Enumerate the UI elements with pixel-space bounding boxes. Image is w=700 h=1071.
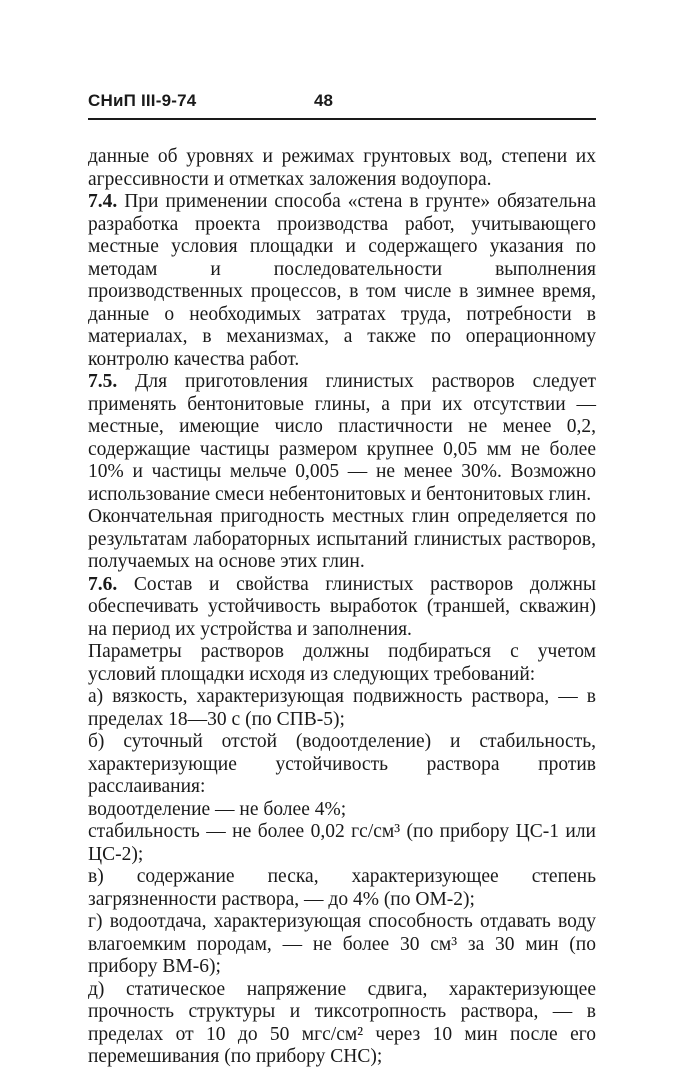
list-item-g: г) водоотдача, характеризующая способность отдавать воду влагоемким породам, — не более 30 см³ за 30 мин (по прибору ВМ-6); bbox=[88, 911, 596, 977]
document-code: СНиП III-9-74 bbox=[88, 91, 197, 110]
clause-number: 7.4. bbox=[88, 191, 118, 212]
clause-number: 7.5. bbox=[88, 371, 118, 392]
paragraph: Параметры растворов должны подбираться с учетом условий площадки исходя из следующих требований: bbox=[88, 641, 596, 685]
list-item-b: б) суточный отстой (водоотделение) и стабильность, характеризующие устойчивость раствора против расслаивания: bbox=[88, 731, 596, 797]
list-item-v: в) содержание песка, характеризующее степень загрязненности раствора, — до 4% (по ОМ-2); bbox=[88, 866, 596, 910]
clause-7-4 bbox=[88, 191, 596, 371]
list-item-d: д) статическое напряжение сдвига, характеризующее прочность структуры и тиксотропность раствора, — в пределах от 10 до 50 мгс/см² через 10 мин после его перемешивания (по прибору СНС); bbox=[88, 978, 596, 1067]
page-header bbox=[88, 91, 596, 117]
paragraph-continuation: данные об уровнях и режимах грунтовых вод, степени их агрессивности и отметках заложения водоупора. bbox=[88, 146, 596, 190]
clause-7-5 bbox=[88, 371, 596, 506]
page-number: 48 bbox=[314, 91, 333, 110]
clause-text: При применении способа «стена в грунте» обязательна разработка проекта производства работ, учитывающего местные условия площадки и содержащего указания по методам и последовательности выполнения производственных процессов, в том числе в зимнее время, данные о необходимых затратах труда, потребности в материалах, в механизмах, а также по операционному контролю качества работ. bbox=[88, 191, 596, 370]
list-item-a: а) вязкость, характеризующая подвижность раствора, — в пределах 18—30 с (по СПВ-5); bbox=[88, 686, 596, 730]
paragraph: Окончательная пригодность местных глин определяется по результатам лабораторных испытаний глинистых растворов, получаемых на основе этих глин. bbox=[88, 506, 596, 572]
clause-text: Для приготовления глинистых растворов следует применять бентонитовые глины, а при их отсутствии — местные, имеющие число пластичности не менее 0,2, содержащие частицы размером крупнее 0,05 мм не более 10% и частицы мельче 0,005 — не менее 30%. Возможно использование смеси небентонитовых и бентонитовых глин. bbox=[88, 371, 596, 505]
header-rule bbox=[88, 118, 596, 120]
clause-7-6 bbox=[88, 574, 596, 642]
clause-number: 7.6. bbox=[88, 573, 118, 595]
body-text bbox=[88, 146, 596, 1069]
sub-item-water-separation: водоотделение — не более 4%; bbox=[88, 798, 347, 820]
clause-text: Состав и свойства глинистых растворов должны обеспечивать устойчивость выработок (траншей, скважин) на период их устройства и заполнения. bbox=[88, 573, 596, 640]
sub-item-stability: стабильность — не более 0,02 гс/см³ (по прибору ЦС-1 или ЦС-2); bbox=[88, 821, 596, 865]
